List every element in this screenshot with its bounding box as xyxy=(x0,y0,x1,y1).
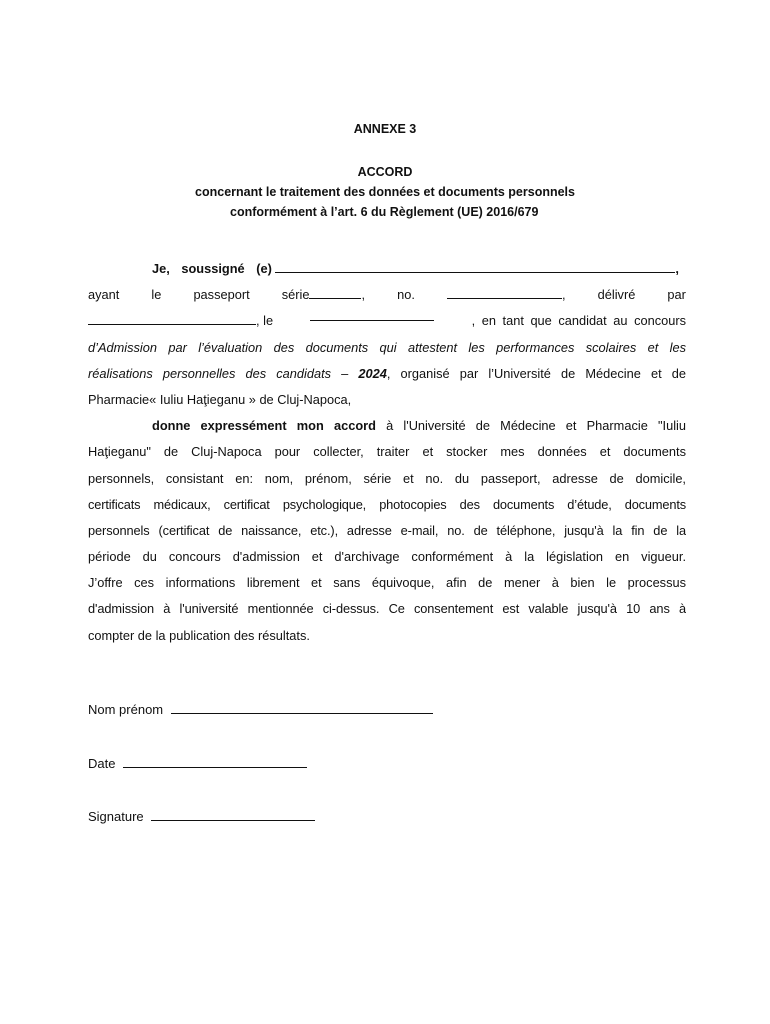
intro-comma: , xyxy=(675,261,679,276)
consent-line: période du concours d'admission et d'archivage conformément à la législation en vigueur. xyxy=(88,549,686,565)
consent-last-line: compter de la publication des résultats. xyxy=(88,627,310,643)
signature-row xyxy=(88,808,315,824)
word-serie: série xyxy=(281,287,310,303)
italic-line-2a: réalisations personnelles des candidats – xyxy=(88,365,359,381)
consent-line: personnels, consistant en: nom, prénom, série et no. du passeport, adresse de domicile, xyxy=(88,470,686,486)
pharmacie-line: Pharmacie« Iuliu Haţieganu » de Cluj-Napoca, xyxy=(88,391,352,407)
annex-label: ANNEXE 3 xyxy=(353,122,417,136)
italic-line-2 xyxy=(88,361,686,387)
signature-field[interactable] xyxy=(151,808,315,821)
consent-line: J’offre ces informations librement et sans équivoque, afin de mener à bien le processus xyxy=(88,575,686,591)
serie-comma: , xyxy=(361,287,366,303)
issuer-blank-field[interactable] xyxy=(88,312,256,325)
word-ayant: ayant xyxy=(88,287,120,303)
candidate-text: , en tant que candidat au concours xyxy=(471,313,686,329)
date-field[interactable] xyxy=(123,755,307,768)
admission-year: 2024 xyxy=(358,365,387,381)
name-blank-field[interactable] xyxy=(275,260,675,273)
name-label: Nom prénom xyxy=(88,702,164,717)
name-field[interactable] xyxy=(171,701,433,714)
name-signature-row xyxy=(88,701,433,717)
document-title: ACCORD xyxy=(357,165,413,179)
document-subtitle-line1: concernant le traitement des données et documents personnels xyxy=(195,185,575,199)
series-blank-field[interactable] xyxy=(309,286,361,299)
word-passeport: passeport xyxy=(193,287,250,303)
date-row xyxy=(88,755,307,771)
consent-line1-rest: à l'Université de Médecine et Pharmacie "Iuliu xyxy=(375,418,686,434)
consent-line: certificats médicaux, certificat psychologique, photocopies des documents d’étude, documents xyxy=(88,496,686,512)
consent-line: Haţieganu" de Cluj-Napoca pour collecter, traiter et stocker mes données et documents xyxy=(88,444,686,460)
word-par: par xyxy=(667,287,686,303)
italic-line-1: d’Admission par l’évaluation des documents qui attestent les performances scolaires et les xyxy=(88,339,686,355)
consent-line: d'admission à l'université mentionnée ci-dessus. Ce consentement est valable jusqu'à 10 ans à xyxy=(88,601,686,617)
intro-line xyxy=(88,256,686,282)
consent-first-line xyxy=(88,413,686,439)
consent-bold-intro: donne expressément mon accord xyxy=(152,418,376,434)
issuer-line xyxy=(88,308,686,334)
consent-line: personnels (certificat de naissance, etc.), adresse e-mail, no. de téléphone, jusqu'à la fin de la xyxy=(88,522,686,538)
document-subtitle-line2: conformément à l’art. 6 du Règlement (UE) 2016/679 xyxy=(230,205,539,219)
date-label: Date xyxy=(88,756,116,771)
signature-label: Signature xyxy=(88,809,144,824)
issue-date-blank-field[interactable] xyxy=(310,308,434,321)
word-delivre: délivré xyxy=(597,287,636,303)
passport-line xyxy=(88,282,686,308)
document-body xyxy=(88,256,686,649)
word-no: no. xyxy=(397,287,415,303)
intro-label: Je, soussigné (e) xyxy=(152,261,272,276)
word-le2: , le xyxy=(256,313,274,329)
no-comma: , xyxy=(561,287,566,303)
organiser-text: , organisé par l’Université de Médecine et de xyxy=(386,365,686,381)
word-le: le xyxy=(151,287,162,303)
passport-number-blank-field[interactable] xyxy=(447,286,562,299)
